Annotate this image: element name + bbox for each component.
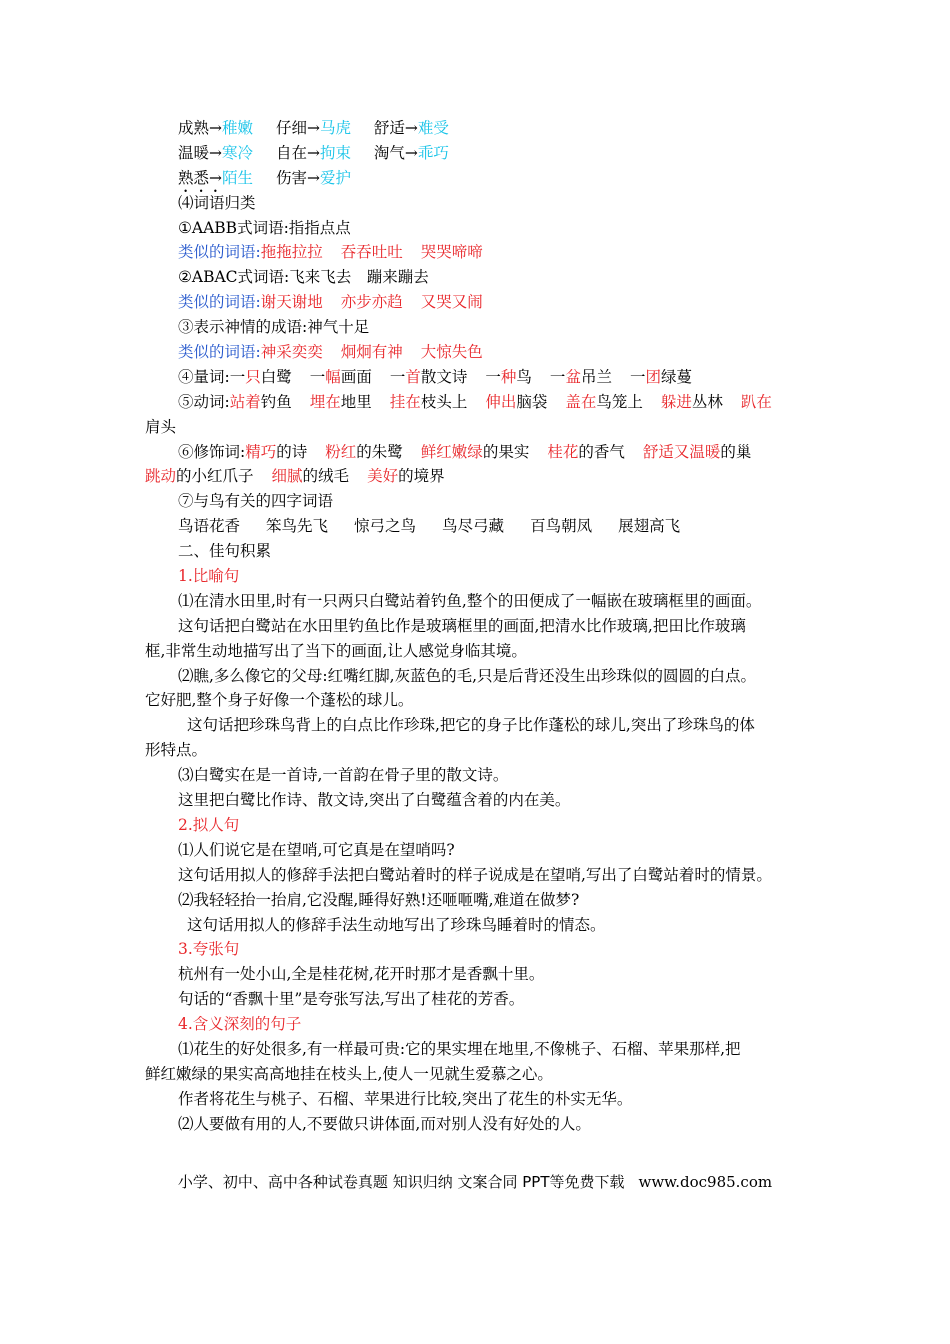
verb-object: 鸟笼上 [596,392,643,411]
antonym-word: 熟悉→ [178,168,222,187]
metaphor-1-note-cont: 框,非常生动地描写出了当下的画面,让人感觉身临其境。 [145,641,527,660]
metaphor-2-note-cont: 形特点。 [145,741,208,760]
antonym-answer: 爱护 [319,168,351,187]
aabb-similar [145,240,825,265]
similar-label: 类似的词语: [178,293,261,312]
personify-heading: 2.拟人句 [178,815,240,834]
metaphor-heading: 1.比喻句 [178,567,240,586]
modified: 的果实 [482,442,530,461]
q-unit: 幅 [325,367,341,386]
antonym-answer: 陌生 [222,168,254,187]
personify-2: ⑵我轻轻抬一抬肩,它没醒,睡得好熟!还咂咂嘴,难道在做梦? [178,890,580,909]
antonym-answer: 难受 [417,119,449,137]
verb-label: ⑤动词: [178,392,230,411]
quantifier-line [145,365,825,390]
metaphor-2: ⑵瞧,多么像它的父母:红嘴红脚,灰蓝色的毛,只是后背还没生出珍珠似的圆圆的白点。 [178,666,757,685]
q-num: 一 [229,367,246,386]
abac-line: ②ABAC式词语:飞来飞去 蹦来蹦去 [178,268,429,287]
verb-object: 地里 [340,392,372,411]
verb-object: 丛林 [691,392,723,411]
bird-heading: ⑦与鸟有关的四字词语 [178,492,334,511]
modifier: 舒适又温暖 [642,442,721,461]
verb-object: 钓鱼 [260,392,292,411]
similar-label: 类似的词语: [178,243,261,262]
modified: 的巢 [720,442,752,461]
q-num: 一 [485,367,501,386]
antonym-answer: 马虎 [319,119,351,137]
modifier: 细腻 [271,467,303,486]
q-noun: 吊兰 [580,367,612,386]
idiom-similar [145,340,825,365]
similar-word: 神采奕奕 [260,343,323,362]
verb-line [145,390,825,415]
hyperbole-1-note: 句话的“香飘十里”是夸张写法,写出了桂花的芳香。 [178,990,525,1009]
verb: 伸出 [485,392,517,411]
verb: 站着 [229,392,261,411]
verb: 趴在 [740,392,772,411]
modifier: 桂花 [547,442,579,461]
deep-1: ⑴花生的好处很多,有一样最可贵:它的果实埋在地里,不像桃子、石榴、苹果那样,把 [178,1039,741,1058]
modifier: 美好 [367,467,399,486]
similar-word: 又哭又闹 [420,293,483,312]
sentences-heading: 二、佳句积累 [178,542,272,561]
antonym-word: 仔细→ [275,119,320,137]
bird-word: 鸟尽弓藏 [442,517,505,536]
idiom-line: ③表示神情的成语:神气十足 [178,318,370,337]
similar-word: 炯炯有神 [340,343,403,362]
q-noun: 鸟 [516,367,532,386]
similar-label: 类似的词语: [178,343,261,362]
antonym-row-3 [145,166,825,191]
modified: 的诗 [276,442,308,461]
bird-word: 鸟语花香 [178,517,241,536]
hyperbole-1: 杭州有一处小山,全是桂花树,花开时那才是香飘十里。 [178,965,545,984]
metaphor-3: ⑶白鹭实在是一首诗,一首韵在骨子里的散文诗。 [178,766,509,785]
metaphor-3-note: 这里把白鹭比作诗、散文诗,突出了白鹭蕴含着的内在美。 [178,791,571,810]
bird-word: 笨鸟先飞 [266,517,329,536]
antonym-word: 成熟→ [178,119,222,137]
modified: 的小红爪子 [176,467,254,486]
modifier: 跳动 [145,467,177,486]
antonym-word: 舒适→ [373,119,418,137]
personify-1-note: 这句话用拟人的修辞手法把白鹭站着时的样子说成是在望哨,写出了白鹭站着时的情景。 [178,865,772,884]
verb: 盖在 [565,392,597,411]
modified: 的境界 [398,467,445,486]
modifier-line-cont [145,464,825,489]
q-unit: 首 [405,367,421,386]
metaphor-1: ⑴在清水田里,时有一只两只白鹭站着钓鱼,整个的田便成了一幅嵌在玻璃框里的画面。 [178,591,762,610]
antonym-answer: 稚嫩 [222,119,254,137]
metaphor-2-note: 这句话把珍珠鸟背上的白点比作珍珠,把它的身子比作蓬松的球儿,突出了珍珠鸟的体 [187,716,755,735]
q-unit: 盆 [565,367,581,386]
modified: 的朱鹭 [356,442,403,461]
metaphor-2-cont: 它好肥,整个身子好像一个蓬松的球儿。 [145,691,414,710]
antonym-word: 温暖→ [178,143,222,162]
q-unit: 种 [500,367,517,386]
similar-word: 大惊失色 [420,343,483,362]
personify-2-note: 这句话用拟人的修辞手法生动地写出了珍珠鸟睡着时的情态。 [187,915,606,934]
bird-word: 展翅高飞 [618,517,681,536]
deep-heading: 4.含义深刻的句子 [178,1015,302,1034]
modifier: 鲜红嫩绿 [420,442,483,461]
antonym-answer: 寒冷 [222,143,254,162]
antonym-word: 淘气→ [373,143,418,162]
similar-word: 哭哭啼啼 [420,243,483,262]
document-body [145,116,825,1137]
bird-words [145,514,825,539]
deep-1-cont: 鲜红嫩绿的果实高高地挂在枝头上,使人一见就生爱慕之心。 [145,1064,553,1083]
deep-2: ⑵人要做有用的人,不要做只讲体面,而对别人没有好处的人。 [178,1114,591,1133]
deep-1-note: 作者将花生与桃子、石榴、苹果进行比较,突出了花生的朴实无华。 [178,1089,633,1108]
q-noun: 绿蔓 [661,367,693,386]
similar-word: 吞吞吐吐 [340,243,403,262]
hyperbole-heading: 3.夸张句 [178,940,240,959]
verb: 挂在 [389,392,421,411]
q-num: 一 [549,367,566,386]
page-footer [0,1171,950,1192]
similar-word: 拖拖拉拉 [260,243,323,262]
q-unit: 只 [245,367,261,386]
antonym-word: 自在→ [275,143,320,162]
bird-word: 百鸟朝凤 [530,517,593,536]
personify-1: ⑴人们说它是在望哨,可它真是在望哨吗? [178,840,455,859]
verb-object: 脑袋 [516,392,548,411]
aabb-line: ①AABB式词语:指指点点 [178,218,351,237]
q-noun: 画面 [340,367,372,386]
verb-object: 枝头上 [420,392,468,411]
antonym-word: 伤害→ [275,168,320,187]
similar-word: 谢天谢地 [260,293,323,312]
modified: 的香气 [578,442,625,461]
verb: 躲进 [660,392,692,411]
q-noun: 散文诗 [420,367,468,386]
similar-word: 亦步亦趋 [340,293,403,312]
bird-word: 惊弓之鸟 [354,517,417,536]
footer-text: 小学、初中、高中各种试卷真题 知识归纳 文案合同 PPT等免费下载 [177,1173,625,1191]
abac-similar [145,290,825,315]
antonym-row-2 [145,141,825,166]
antonym-answer: 乖巧 [417,143,449,162]
quantifier-label: ④量词: [178,367,230,386]
verb: 埋在 [309,392,341,411]
q-noun: 白鹭 [260,367,292,386]
modifier: 粉红 [325,442,357,461]
section-heading: ⑷词语归类 [178,193,256,212]
verb-line-cont: 肩头 [145,417,177,436]
antonym-row-1 [145,116,825,141]
modifier-line [145,440,825,465]
q-num: 一 [309,367,326,386]
q-num: 一 [629,367,646,386]
modified: 的绒毛 [302,467,350,486]
antonym-answer: 拘束 [319,143,351,162]
modifier: 精巧 [245,442,277,461]
metaphor-1-note: 这句话把白鹭站在水田里钓鱼比作是玻璃框里的画面,把清水比作玻璃,把田比作玻璃 [178,616,746,635]
q-unit: 团 [645,367,661,386]
modifier-label: ⑥修饰词: [178,442,246,461]
footer-site-link[interactable]: www.doc985.com [638,1173,773,1191]
q-num: 一 [389,367,406,386]
